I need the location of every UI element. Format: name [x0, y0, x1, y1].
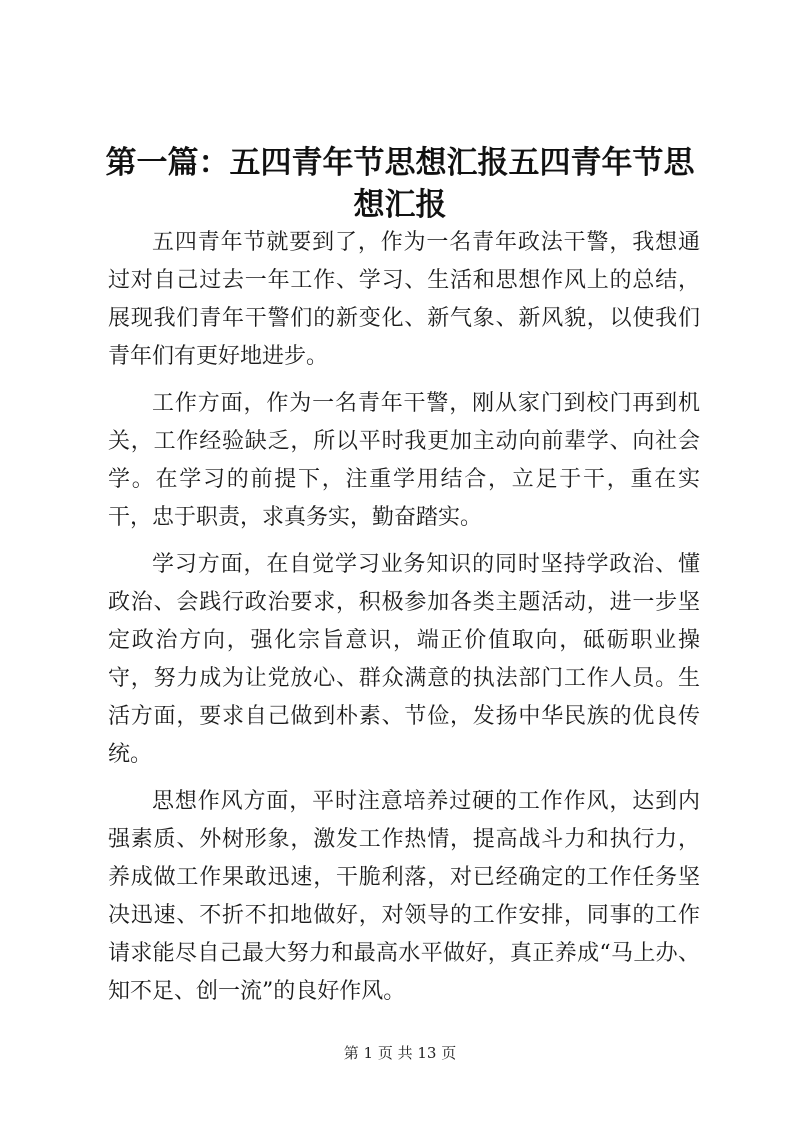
paragraph-work: 工作方面，作为一名青年干警，刚从家门到校门再到机关，工作经验缺乏，所以平时我更加主动向前辈学、向社会学。在学习的前提下，注重学用结合，立足于干，重在实干，忠于职责，求真务实，勤奋踏实。 [108, 391, 700, 530]
paragraph-study-life: 学习方面，在自觉学习业务知识的同时坚持学政治、懂政治、会践行政治要求，积极参加各类主题活动，进一步坚定政治方向，强化宗旨意识，端正价值取向，砥砺职业操守，努力成为让党放心、群众满意的执法部门工作人员。生活方面，要求自己做到朴素、节俭，发扬中华民族的优良传统。 [108, 552, 700, 767]
page-number-footer: 第 1 页 共 13 页 [343, 1044, 457, 1062]
document-title: 第一篇：五四青年节思想汇报五四青年节思想汇报 [105, 145, 695, 223]
paragraph-thought-style: 思想作风方面，平时注意培养过硬的工作作风，达到内强素质、外树形象，激发工作热情，提高战斗力和执行力，养成做工作果敢迅速，干脆利落，对已经确定的工作任务坚决迅速、不折不扣地做好，对领导的工作安排，同事的工作请求能尽自己最大努力和最高水平做好，真正养成“马上办、知不足、创一流”的良好作风。 [108, 789, 700, 1004]
document-body [108, 224, 700, 1020]
paragraph-intro: 五四青年节就要到了，作为一名青年政法干警，我想通过对自己过去一年工作、学习、生活和思想作风上的总结，展现我们青年干警们的新变化、新气象、新风貌，以使我们青年们有更好地进步。 [108, 230, 700, 369]
